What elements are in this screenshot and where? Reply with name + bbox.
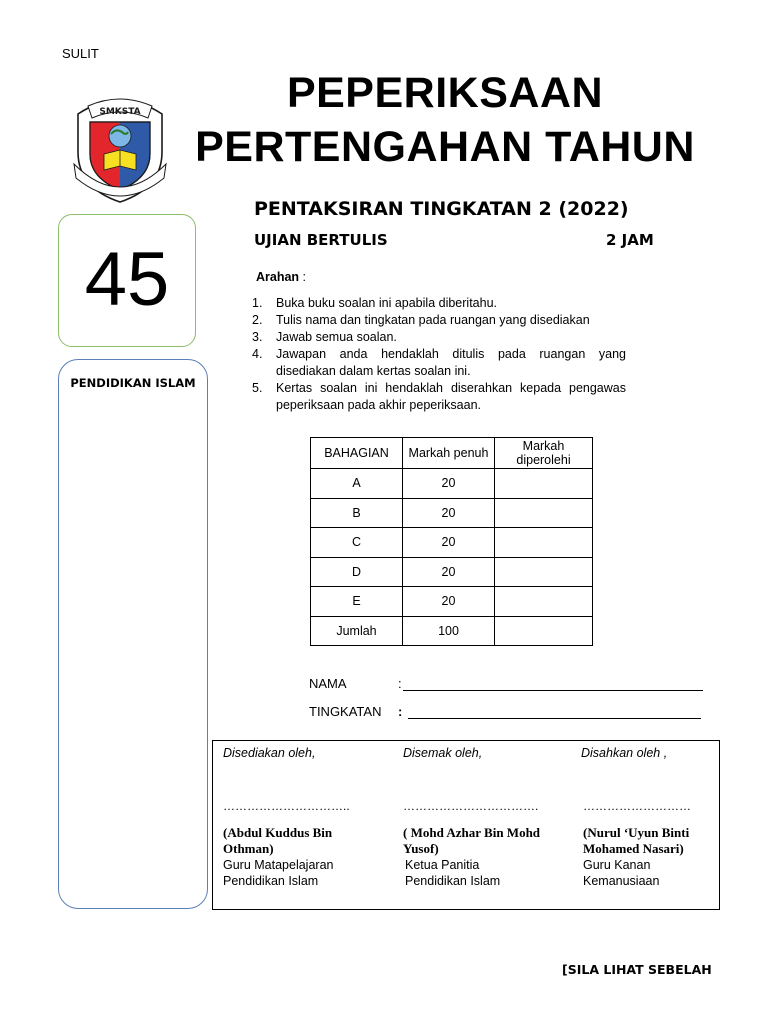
signatory-name [403,825,563,857]
signature-line: ……………………… [583,799,691,813]
row-full-marks: 20 [403,498,495,528]
row-section: C [311,528,403,558]
signatory-name [583,825,713,857]
table-row [311,528,593,558]
name-field[interactable] [403,689,703,691]
row-marks-obtained[interactable] [495,557,593,587]
instruction-text: Buka buku soalan ini apabila diberitahu. [276,296,497,310]
classification-label: SULIT [62,46,99,61]
exam-duration: 2 JAM [606,231,654,249]
instructions-list [252,295,626,414]
position-line-1: Guru Matapelajaran [223,858,334,872]
crest-banner-text: SMKSTA [99,107,141,117]
signature-role: Disemak oleh, [403,746,483,760]
instruction-item [252,346,626,380]
position-line-2: Kemanusiaan [583,874,660,888]
row-full-marks: 20 [403,528,495,558]
row-full-marks: 100 [403,616,495,646]
header-marks-obtained: Markah diperolehi [495,438,593,469]
paper-type: UJIAN BERTULIS [254,231,388,249]
header-full-marks: Markah penuh [403,438,495,469]
signatory-name [223,825,383,857]
instructions-title-suffix: : [299,270,307,284]
signatory-name-close: ) [679,841,684,856]
signatory-position [405,857,500,889]
signatory-position [223,857,333,889]
instruction-number: 2. [252,313,263,327]
instructions-heading [256,270,306,284]
school-crest-icon [70,92,170,204]
instruction-text: Kertas soalan ini hendaklah diserahkan kepada pengawas peperiksaan pada akhir peperiksaan. [276,381,626,412]
position-line-2: Pendidikan Islam [223,874,319,888]
signature-role: Disediakan oleh, [223,746,316,760]
instruction-item [252,380,626,414]
row-section: Jumlah [311,616,403,646]
subject-label: PENDIDIKAN ISLAM [70,376,196,390]
marks-table-header [311,438,593,469]
table-row [311,498,593,528]
instruction-text: Jawapan anda hendaklah ditulis pada ruangan yang disediakan dalam kertas soalan ini. [276,347,626,378]
signatory-name-text: Abdul Kuddus Bin Othman [223,825,333,856]
score-number: 45 [84,237,170,322]
title-line-2: PERTENGAHAN TAHUN [195,123,695,171]
row-full-marks: 20 [403,557,495,587]
class-separator: : [398,704,403,719]
table-row-total [311,616,593,646]
footer-turn-page: [SILA LIHAT SEBELAH [562,962,712,977]
instruction-number: 1. [252,296,263,310]
row-marks-obtained[interactable] [495,498,593,528]
subject-box [58,359,208,909]
position-line-1: Ketua Panitia [405,858,480,872]
instruction-item [252,295,626,312]
name-separator: : [398,676,402,691]
table-row [311,469,593,499]
instruction-number: 3. [252,330,263,344]
class-label: TINGKATAN [309,704,382,719]
signature-line: ……………………………. [403,799,539,813]
row-section: E [311,587,403,617]
signatory-name-open: ( [403,825,411,840]
instruction-text: Jawab semua soalan. [276,330,397,344]
main-title [180,66,710,174]
signatory-name-open: ( [223,825,228,840]
header-section: BAHAGIAN [311,438,403,469]
signatory-name-text: Mohd Azhar Bin Mohd Yusof [403,825,541,856]
school-crest-logo [70,92,170,204]
signatory-name-close: ) [434,841,439,856]
instruction-item [252,312,626,329]
row-marks-obtained[interactable] [495,587,593,617]
row-section: A [311,469,403,499]
signatory-name-text: Nurul ‘Uyun Binti Mohamed Nasari [583,825,690,856]
signature-line: ………………………….. [223,799,350,813]
title-line-1: PEPERIKSAAN [286,69,604,117]
instruction-text: Tulis nama dan tingkatan pada ruangan yang disediakan [276,313,590,327]
signatory-name-close: ) [269,841,274,856]
table-row [311,587,593,617]
class-field[interactable] [408,717,701,719]
signature-box [212,740,720,910]
row-marks-obtained[interactable] [495,616,593,646]
assessment-title: PENTAKSIRAN TINGKATAN 2 (2022) [254,198,629,220]
row-marks-obtained[interactable] [495,469,593,499]
row-full-marks: 20 [403,469,495,499]
instructions-title: Arahan [256,270,300,284]
row-marks-obtained[interactable] [495,528,593,558]
row-section: D [311,557,403,587]
row-full-marks: 20 [403,587,495,617]
marks-table [310,437,593,646]
table-row [311,557,593,587]
signatory-position [583,857,659,889]
instruction-item [252,329,626,346]
position-line-2: Pendidikan Islam [405,874,501,888]
score-box [58,214,196,347]
row-section: B [311,498,403,528]
instruction-number: 4. [252,347,263,361]
signatory-name-open: ( [583,825,588,840]
instruction-number: 5. [252,381,263,395]
name-label: NAMA [309,676,347,691]
position-line-1: Guru Kanan [583,858,651,872]
signature-role: Disahkan oleh , [581,746,668,760]
